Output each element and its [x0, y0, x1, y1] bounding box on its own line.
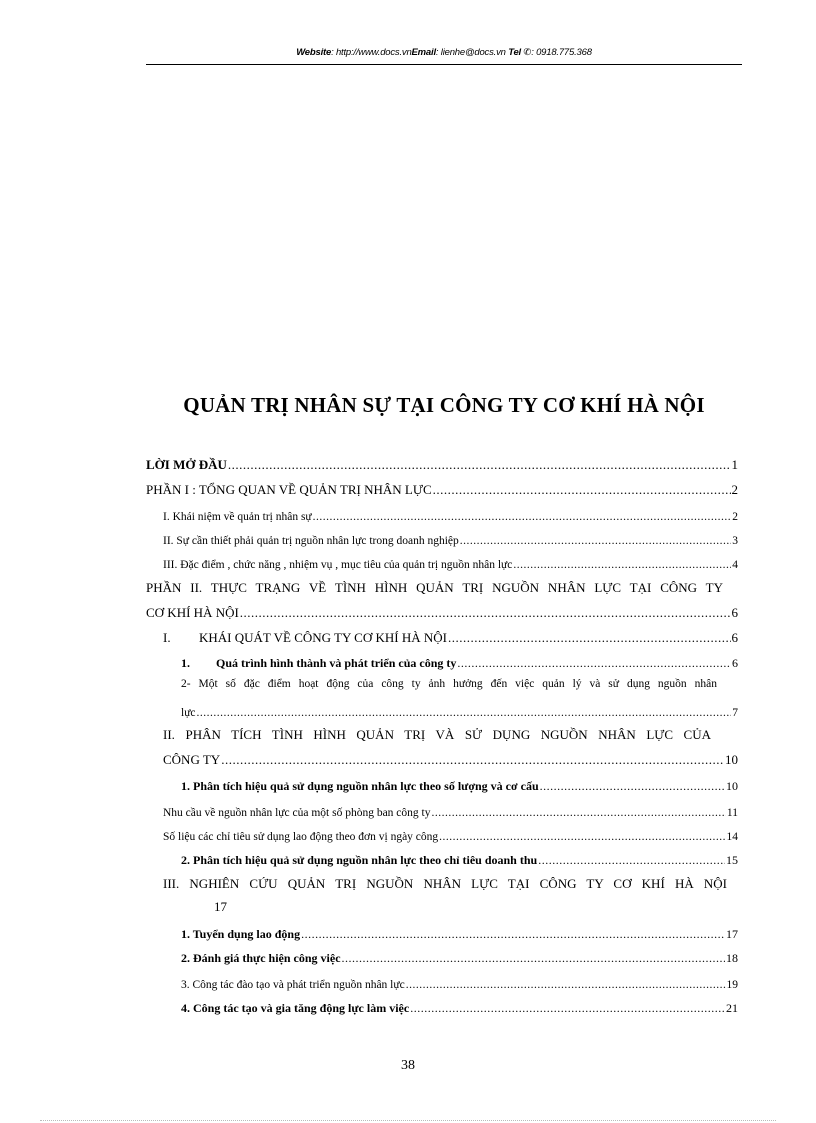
toc-entry-label: 1. Tuyển dụng lao động: [181, 927, 301, 941]
toc-entry-page: 6: [731, 605, 738, 620]
toc-entry-phan-tich-line1[interactable]: [163, 727, 711, 743]
toc-entry-number: III.: [163, 876, 180, 891]
toc-entry-dao-tao[interactable]: [181, 973, 738, 991]
email-value[interactable]: : lienhe@docs.vn: [435, 47, 506, 58]
toc-entry-label: 2. Phân tích hiệu quả sử dụng nguồn nhân lực theo chỉ tiêu doanh thu: [181, 853, 538, 867]
toc-entry-label: KHÁI QUÁT VỀ CÔNG TY CƠ KHÍ HÀ NỘI: [199, 630, 447, 645]
toc-entry-phan-tich[interactable]: [163, 750, 738, 768]
toc-entry-dac-diem[interactable]: [163, 553, 738, 571]
toc-entry-page: 19: [726, 979, 738, 991]
toc-entry-so-lieu[interactable]: [163, 825, 738, 843]
toc-entry-page: 1: [731, 457, 738, 472]
toc-entry-nghien-cuu-line1[interactable]: [163, 876, 727, 892]
toc-entry-nhu-cau[interactable]: [163, 801, 738, 819]
phone-icon: ✆: [523, 47, 532, 58]
toc-entry-dac-diem-hoat-dong-line1[interactable]: 2- Một số đặc điểm hoạt động của công ty ảnh hưởng đến việc quản lý và sử dụng nguồn nhân: [181, 678, 717, 690]
tel-value: : 0918.775.368: [531, 47, 592, 58]
toc-entry-page: 14: [726, 831, 738, 843]
toc-entry-label: NGHIÊN CỨU QUẢN TRỊ NGUỒN NHÂN LỰC TẠI CÔNG TY CƠ KHÍ HÀ NỘI: [189, 876, 727, 891]
header-divider: [146, 64, 742, 65]
website-label: Website: [296, 47, 332, 58]
toc-entry-label: CÔNG TY: [163, 752, 221, 767]
toc-entry-phan-2-line1[interactable]: PHẦN II. THỰC TRẠNG VỀ TÌNH HÌNH QUẢN TRỊ NGUỒN NHÂN LỰC TẠI CÔNG TY: [146, 580, 723, 595]
toc-entry-nghien-cuu-page[interactable]: 17: [214, 899, 227, 914]
toc-entry-page: 3: [732, 535, 738, 547]
toc-entry-dong-luc[interactable]: [181, 998, 738, 1016]
toc-entry-page: 4: [732, 559, 738, 571]
toc-entry-label: PHẦN I : TỔNG QUAN VỀ QUẢN TRỊ NHÂN LỰC: [146, 482, 432, 497]
toc-entry-label: III. Đặc điểm , chức năng , nhiệm vụ , mục tiêu của quản trị nguồn nhân lực: [163, 559, 513, 571]
toc-entry-page: 6: [732, 656, 738, 670]
toc-entry-page: 6: [731, 630, 738, 645]
toc-entry-khai-niem[interactable]: [163, 505, 738, 523]
toc-entry-label: II. Sự cần thiết phải quản trị nguồn nhân lực trong doanh nghiệp: [163, 535, 459, 547]
toc-entry-label: Nhu cầu về nguồn nhân lực của một số phòng ban công ty: [163, 807, 431, 819]
toc-entry-label: 2. Đánh giá thực hiện công việc: [181, 951, 341, 965]
toc-entry-hieu-qua-doanh-thu[interactable]: [181, 850, 738, 868]
toc-entry-page: 15: [726, 853, 738, 867]
page-header: [146, 47, 742, 58]
website-value[interactable]: : http://www.docs.vn: [331, 47, 412, 58]
toc-entry-page: 10: [726, 779, 738, 793]
toc-entry-number: 1.: [181, 656, 190, 670]
page-number: 38: [401, 1058, 415, 1073]
tel-label: Tel: [508, 47, 521, 58]
toc-entry-label: CƠ KHÍ HÀ NỘI: [146, 605, 239, 620]
toc-entry-label: lực: [181, 707, 196, 719]
toc-entry-label: 4. Công tác tạo và gia tăng động lực làm việc: [181, 1001, 410, 1015]
toc-entry-label: PHÂN TÍCH TÌNH HÌNH QUẢN TRỊ VÀ SỬ DỤNG NGUỒN NHÂN LỰC CỦA: [185, 727, 712, 742]
toc-entry-khai-quat[interactable]: [163, 628, 738, 646]
toc-entry-label: LỜI MỞ ĐẦU: [146, 457, 227, 472]
document-title: QUẢN TRỊ NHÂN SỰ TẠI CÔNG TY CƠ KHÍ HÀ NỘI: [183, 393, 705, 417]
toc-entry-number: I.: [163, 630, 171, 645]
toc-entry-page: 2: [732, 511, 738, 523]
toc-entry-su-can-thiet[interactable]: [163, 529, 738, 547]
toc-entry-page: 17: [726, 927, 738, 941]
toc-entry-page: 7: [732, 707, 738, 719]
page-bottom-edge: [40, 1120, 776, 1121]
toc-entry-label: Số liệu các chỉ tiêu sử dụng lao động theo đơn vị ngày công: [163, 831, 439, 843]
toc-entry-hieu-qua-so-luong[interactable]: [181, 776, 738, 794]
toc-entry-page: 10: [725, 752, 738, 767]
toc-entry-label: 1. Phân tích hiệu quả sử dụng nguồn nhân lực theo số lượng và cơ cấu: [181, 779, 539, 793]
email-label: Email: [411, 47, 436, 58]
toc-entry-page: 18: [726, 951, 738, 965]
toc-entry-page: 2: [731, 482, 738, 497]
toc-entry-label: I. Khái niệm về quản trị nhân sự: [163, 511, 312, 523]
toc-entry-dac-diem-hoat-dong[interactable]: [181, 701, 738, 719]
toc-entry-page: 21: [726, 1001, 738, 1015]
toc-entry-label: 3. Công tác đào tạo và phát triển nguồn nhân lực: [181, 979, 405, 991]
toc-entry-loi-mo-dau[interactable]: [146, 455, 738, 473]
toc-entry-danh-gia[interactable]: [181, 948, 738, 966]
toc-entry-qua-trinh[interactable]: [181, 653, 738, 671]
toc-entry-page: 11: [726, 807, 738, 819]
toc-entry-number: II.: [163, 727, 175, 742]
toc-entry-phan-1[interactable]: [146, 480, 738, 498]
toc-entry-phan-2[interactable]: [146, 603, 738, 621]
toc-entry-label: Quá trình hình thành và phát triển của công ty: [216, 656, 457, 670]
toc-entry-tuyen-dung[interactable]: [181, 924, 738, 942]
